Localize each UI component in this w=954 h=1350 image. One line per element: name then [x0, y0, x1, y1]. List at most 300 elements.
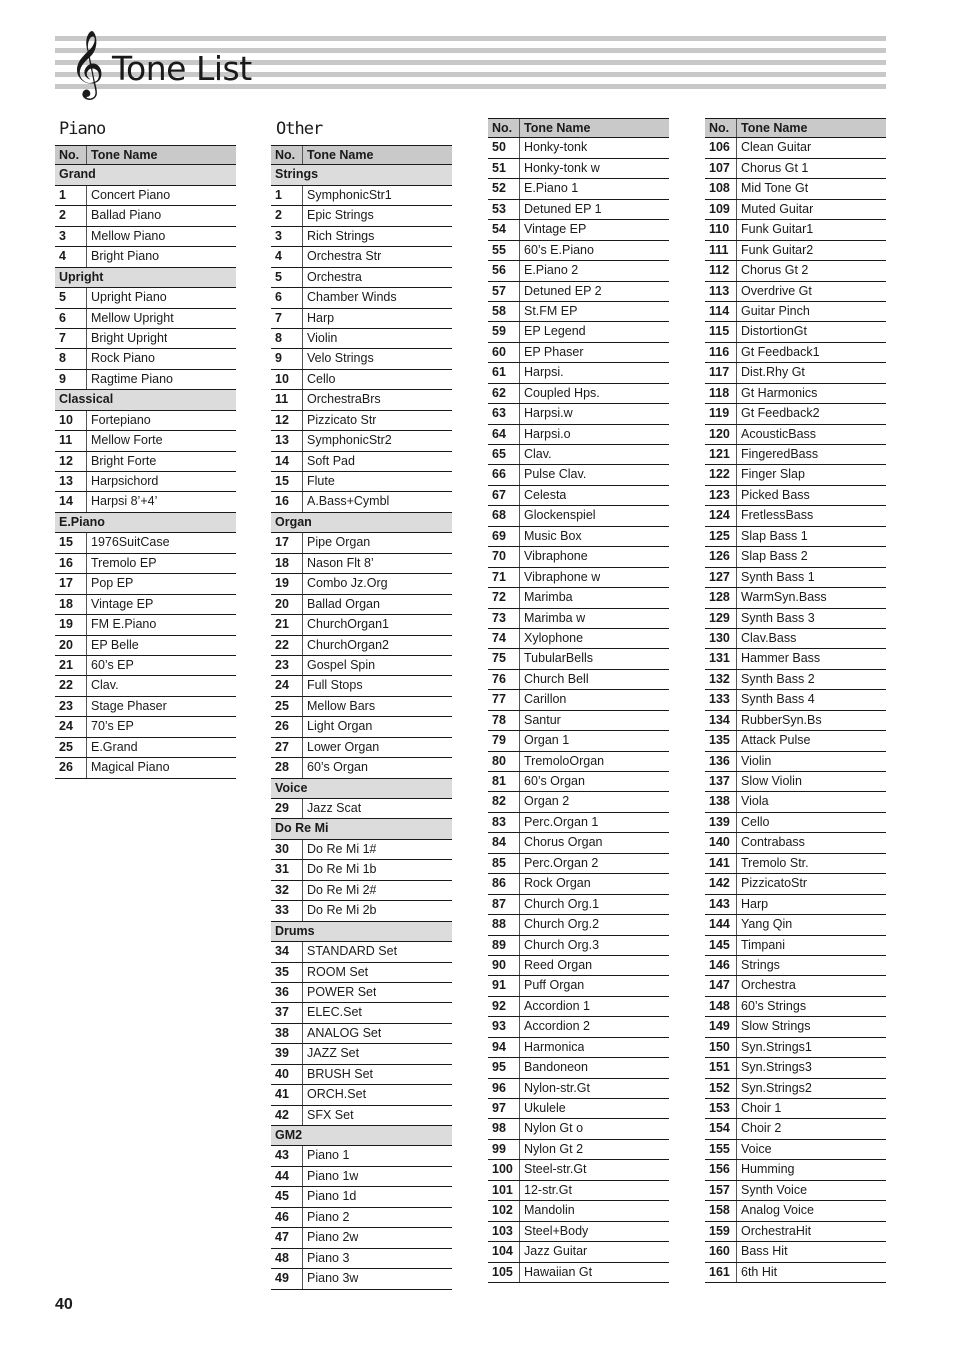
tone-number: 74: [488, 629, 520, 648]
tone-number: 85: [488, 854, 520, 873]
tone-name: Bass Hit: [741, 1244, 788, 1259]
tone-number: 109: [705, 200, 737, 219]
tone-name: Steel+Body: [524, 1223, 589, 1238]
tone-number: 3: [55, 227, 87, 246]
tone-name: Soft Pad: [307, 453, 355, 468]
table-row: [488, 1079, 669, 1099]
tone-name: Slow Violin: [741, 774, 802, 788]
tone-name: Coupled Hps.: [524, 385, 600, 400]
table-row: [705, 302, 886, 322]
tone-number: 134: [705, 711, 737, 730]
tone-number: 15: [55, 533, 87, 552]
tone-number: 41: [271, 1085, 303, 1104]
tone-number: 16: [55, 554, 87, 573]
tone-name: Harpsi.: [524, 365, 564, 380]
tone-name: FM E.Piano: [91, 617, 157, 632]
tone-number: 78: [488, 711, 520, 730]
table-row: [488, 1119, 669, 1139]
tone-number: 89: [488, 936, 520, 955]
tone-number: 1: [271, 186, 303, 205]
tone-number: 57: [488, 282, 520, 301]
table-row: [488, 138, 669, 158]
table-row: [705, 404, 886, 424]
table-row: [705, 159, 886, 179]
tone-number: 150: [705, 1038, 737, 1057]
table-row: [488, 609, 669, 629]
table-row: [271, 431, 452, 451]
table-row: [705, 997, 886, 1017]
table-row: [705, 220, 886, 240]
tone-name: ChurchOrgan2: [307, 637, 389, 652]
table-row: [705, 363, 886, 383]
tone-name: Mid Tone Gt: [741, 181, 809, 196]
tone-name: Clav.: [91, 678, 119, 693]
tone-name: Marimba: [524, 590, 573, 605]
tone-number: 21: [55, 656, 87, 675]
table-row: [488, 1263, 669, 1283]
tone-name: Marimba w: [524, 610, 586, 625]
tone-name: Vibraphone w: [524, 569, 601, 584]
tone-name: Harpsi.w: [524, 406, 573, 421]
table-row: [55, 533, 236, 553]
table-row: [705, 138, 886, 158]
tone-number: 28: [271, 758, 303, 777]
header-no: No.: [488, 119, 520, 137]
tone-name: Vibraphone: [524, 549, 588, 564]
tone-number: 151: [705, 1058, 737, 1077]
tone-number: 138: [705, 792, 737, 811]
tone-name: Organ 2: [524, 794, 570, 809]
table-row: [55, 288, 236, 308]
tone-name: Combo Jz.Org: [307, 576, 388, 591]
table-row: [271, 942, 452, 962]
tone-name: Rock Organ: [524, 876, 591, 891]
table-row: [705, 200, 886, 220]
group-label: Grand: [59, 167, 96, 182]
tone-number: 64: [488, 425, 520, 444]
tone-name: Bandoneon: [524, 1060, 588, 1075]
tone-number: 118: [705, 384, 737, 403]
tone-name: 12-str.Gt: [524, 1182, 572, 1197]
tone-number: 23: [55, 697, 87, 716]
tone-name: Do Re Mi 1b: [307, 862, 377, 877]
table-row: [271, 901, 452, 921]
group-header-row: [271, 165, 452, 185]
table-row: [55, 656, 236, 676]
table-row: [271, 636, 452, 656]
tone-number: 29: [271, 799, 303, 818]
tone-number: 121: [705, 445, 737, 464]
tone-number: 33: [271, 901, 303, 920]
tone-number: 116: [705, 343, 737, 362]
table-row: [705, 1099, 886, 1119]
tone-number: 113: [705, 282, 737, 301]
tone-name: EP Legend: [524, 324, 586, 339]
group-header-row: [271, 922, 452, 942]
tone-name: Ballad Piano: [91, 208, 162, 223]
header-no: No.: [271, 146, 303, 164]
table-row: [705, 1160, 886, 1180]
tone-number: 50: [488, 138, 520, 157]
tone-number: 31: [271, 860, 303, 879]
tone-name: Picked Bass: [741, 487, 810, 502]
group-header-row: [55, 390, 236, 410]
tone-number: 3: [271, 227, 303, 246]
table-row: [488, 874, 669, 894]
tone-number: 80: [488, 752, 520, 771]
tone-name: 1976SuitCase: [91, 535, 170, 550]
tone-name: Clav.: [524, 447, 552, 461]
table-row: [488, 1201, 669, 1221]
table-row: [488, 752, 669, 772]
table-row: [55, 615, 236, 635]
tone-number: 129: [705, 609, 737, 628]
tone-number: 52: [488, 179, 520, 198]
table-row: [55, 206, 236, 226]
header-no: No.: [705, 119, 737, 137]
tone-name: Lower Organ: [307, 739, 380, 754]
tone-name: Gospel Spin: [307, 657, 376, 672]
table-row: [488, 547, 669, 567]
tone-number: 140: [705, 833, 737, 852]
tone-number: 104: [488, 1242, 520, 1261]
table-row: [705, 609, 886, 629]
table-row: [705, 179, 886, 199]
tone-name: Flute: [307, 474, 335, 488]
tone-name: Organ 1: [524, 733, 570, 748]
tone-name: OrchestraBrs: [307, 392, 381, 407]
table-row: [271, 656, 452, 676]
table-row: [271, 492, 452, 512]
page-title: Tone List: [112, 49, 252, 88]
table-row: [271, 738, 452, 758]
tone-name: Perc.Organ 2: [524, 855, 599, 870]
table-row: [55, 738, 236, 758]
tone-number: 86: [488, 874, 520, 893]
group-label: Upright: [59, 269, 104, 284]
table-row: [488, 895, 669, 915]
tone-number: 135: [705, 731, 737, 750]
table-header-row: [55, 145, 236, 165]
table-row: [488, 486, 669, 506]
tone-name: Slap Bass 1: [741, 528, 808, 543]
tone-number: 127: [705, 568, 737, 587]
tone-name: E.Piano 1: [524, 181, 579, 196]
table-row: [705, 1263, 886, 1283]
group-label: Voice: [275, 780, 308, 795]
tone-number: 143: [705, 895, 737, 914]
tone-number: 38: [271, 1024, 303, 1043]
table-row: [488, 241, 669, 261]
tone-number: 46: [271, 1208, 303, 1227]
group-header-row: [271, 513, 452, 533]
table-row: [271, 206, 452, 226]
table-row: [705, 874, 886, 894]
tone-name: Violin: [741, 753, 772, 768]
tone-number: 110: [705, 220, 737, 239]
group-header-row: [271, 819, 452, 839]
table-row: [488, 833, 669, 853]
group-header-row: [55, 268, 236, 288]
table-row: [705, 772, 886, 792]
tone-name: Reed Organ: [524, 957, 593, 972]
tone-number: 154: [705, 1119, 737, 1138]
tone-name: Harpsi.o: [524, 426, 571, 441]
tone-number: 9: [271, 349, 303, 368]
tone-name: EP Phaser: [524, 344, 584, 359]
tone-number: 12: [55, 452, 87, 471]
tone-name: Clean Guitar: [741, 140, 812, 155]
table-row: [55, 595, 236, 615]
tone-number: 17: [271, 533, 303, 552]
tone-number: 45: [271, 1187, 303, 1206]
tone-name: Honky-tonk: [524, 140, 588, 155]
tone-number: 13: [55, 472, 87, 491]
table-row: [488, 1160, 669, 1180]
tone-number: 61: [488, 363, 520, 382]
table-row: [271, 595, 452, 615]
tone-number: 91: [488, 976, 520, 995]
table-row: [705, 241, 886, 261]
tone-name: Cello: [741, 814, 770, 829]
tone-number: 131: [705, 649, 737, 668]
tone-name: 60’s Organ: [524, 774, 585, 788]
tone-name: Mandolin: [524, 1203, 575, 1218]
tone-number: 117: [705, 363, 737, 382]
tone-number: 40: [271, 1065, 303, 1084]
tone-number: 10: [271, 370, 303, 389]
group-header-row: [271, 779, 452, 799]
tone-number: 24: [271, 676, 303, 695]
tone-name: Gt Feedback1: [741, 344, 820, 359]
tone-name: Synth Voice: [741, 1182, 808, 1197]
table-row: [488, 465, 669, 485]
table-row: [488, 731, 669, 751]
tone-number: 137: [705, 772, 737, 791]
tone-number: 26: [55, 758, 87, 777]
tone-name: Nylon-str.Gt: [524, 1080, 590, 1095]
tone-number: 147: [705, 976, 737, 995]
tone-name: Hammer Bass: [741, 651, 821, 666]
table-row: [55, 349, 236, 369]
table-row: [271, 1085, 452, 1105]
tone-name: Velo Strings: [307, 351, 374, 366]
table-row: [705, 1201, 886, 1221]
table-row: [488, 322, 669, 342]
tone-name: Muted Guitar: [741, 201, 814, 216]
tone-name: Syn.Strings2: [741, 1080, 812, 1095]
table-row: [488, 956, 669, 976]
tone-number: 159: [705, 1222, 737, 1241]
table-row: [705, 1079, 886, 1099]
table-row: [705, 547, 886, 567]
tone-name: Synth Bass 2: [741, 671, 815, 686]
tone-number: 130: [705, 629, 737, 648]
table-row: [55, 227, 236, 247]
table-row: [271, 390, 452, 410]
table-row: [705, 1140, 886, 1160]
tone-name: Syn.Strings3: [741, 1060, 812, 1075]
tone-name: Finger Slap: [741, 467, 805, 482]
tone-number: 56: [488, 261, 520, 280]
table-row: [488, 813, 669, 833]
table-row: [705, 792, 886, 812]
table-row: [705, 833, 886, 853]
tone-name: Funk Guitar2: [741, 242, 814, 257]
tone-number: 21: [271, 615, 303, 634]
tone-number: 120: [705, 425, 737, 444]
tone-name: Piano 2: [307, 1209, 350, 1224]
tone-number: 105: [488, 1263, 520, 1282]
tone-name: JAZZ Set: [307, 1046, 360, 1061]
tone-number: 73: [488, 609, 520, 628]
tone-name: ORCH.Set: [307, 1087, 367, 1102]
tone-number: 7: [55, 329, 87, 348]
tone-name: SymphonicStr1: [307, 187, 392, 202]
tone-number: 81: [488, 772, 520, 791]
tone-name: STANDARD Set: [307, 944, 398, 959]
tone-name: Do Re Mi 2#: [307, 882, 377, 897]
tone-number: 148: [705, 997, 737, 1016]
tone-number: 12: [271, 411, 303, 430]
table-row: [271, 1003, 452, 1023]
table-row: [55, 636, 236, 656]
tone-number: 93: [488, 1017, 520, 1036]
tone-number: 11: [55, 431, 87, 450]
tone-name: St.FM EP: [524, 303, 578, 318]
tone-name: Synth Bass 1: [741, 569, 815, 584]
tone-name: Chorus Gt 1: [741, 160, 809, 175]
table-row: [488, 1058, 669, 1078]
table-row: [271, 1065, 452, 1085]
tone-number: 70: [488, 547, 520, 566]
tone-name: Detuned EP 1: [524, 201, 602, 216]
tone-number: 35: [271, 963, 303, 982]
table-row: [271, 574, 452, 594]
table-row: [271, 309, 452, 329]
table-row: [271, 247, 452, 267]
tone-name: Stage Phaser: [91, 698, 167, 713]
tone-number: 66: [488, 465, 520, 484]
table-row: [488, 1017, 669, 1037]
table-row: [488, 506, 669, 526]
tone-name: 60’s E.Piano: [524, 242, 594, 257]
table-row: [55, 676, 236, 696]
tone-number: 26: [271, 717, 303, 736]
treble-clef-icon: 𝄞: [70, 29, 105, 97]
tone-name: Timpani: [741, 937, 785, 952]
tone-name: Syn.Strings1: [741, 1039, 812, 1054]
table-row: [488, 384, 669, 404]
table-row: [488, 1181, 669, 1201]
tone-name: ChurchOrgan1: [307, 617, 389, 632]
tone-number: 101: [488, 1181, 520, 1200]
tone-name: Funk Guitar1: [741, 222, 814, 237]
tone-name: Slap Bass 2: [741, 549, 808, 564]
tone-number: 17: [55, 574, 87, 593]
tone-name: Hawaiian Gt: [524, 1264, 593, 1279]
tone-name: Strings: [741, 957, 780, 972]
tone-name: Chorus Gt 2: [741, 263, 809, 278]
tone-name: Voice: [741, 1141, 772, 1156]
tone-number: 128: [705, 588, 737, 607]
tone-name: Orchestra: [741, 978, 796, 993]
table-row: [488, 302, 669, 322]
tone-name: Gt Feedback2: [741, 406, 820, 421]
table-row: [488, 649, 669, 669]
table-row: [488, 1099, 669, 1119]
tone-name: Vintage EP: [91, 596, 154, 611]
tone-name: Orchestra Str: [307, 249, 382, 264]
table-row: [271, 717, 452, 737]
tone-number: 58: [488, 302, 520, 321]
tone-name: Accordion 1: [524, 998, 591, 1013]
tone-number: 4: [271, 247, 303, 266]
tone-name: Rock Piano: [91, 351, 155, 366]
section-title-piano: Piano: [59, 119, 106, 139]
tone-name: 60’s Organ: [307, 760, 368, 775]
table-row: [271, 1249, 452, 1269]
tone-number: 54: [488, 220, 520, 239]
table-row: [705, 384, 886, 404]
tone-name: AcousticBass: [741, 426, 817, 441]
table-row: [271, 472, 452, 492]
tone-number: 119: [705, 404, 737, 423]
table-row: [271, 227, 452, 247]
section-title-other: Other: [276, 119, 323, 139]
tone-number: 139: [705, 813, 737, 832]
tone-name: Choir 1: [741, 1101, 782, 1115]
tone-number: 115: [705, 322, 737, 341]
tone-name: TubularBells: [524, 651, 594, 666]
table-row: [55, 431, 236, 451]
tone-name: Celesta: [524, 487, 567, 502]
tone-name: Harmonica: [524, 1039, 585, 1054]
table-row: [488, 261, 669, 281]
tone-name: Do Re Mi 2b: [307, 903, 377, 918]
header-tone-name: Tone Name: [524, 121, 591, 135]
tone-name: Gt Harmonics: [741, 385, 818, 400]
tone-number: 112: [705, 261, 737, 280]
table-row: [488, 690, 669, 710]
tone-name: Concert Piano: [91, 187, 171, 202]
tone-name: Piano 1d: [307, 1189, 357, 1204]
tone-name: Tremolo Str.: [741, 855, 809, 870]
tone-number: 25: [55, 738, 87, 757]
tone-number: 102: [488, 1201, 520, 1220]
tone-number: 79: [488, 731, 520, 750]
table-row: [271, 615, 452, 635]
table-row: [55, 186, 236, 206]
tone-number: 75: [488, 649, 520, 668]
tone-number: 72: [488, 588, 520, 607]
table-row: [55, 411, 236, 431]
table-row: [271, 1269, 452, 1289]
tone-name: Light Organ: [307, 719, 373, 734]
tone-name: Tremolo EP: [91, 555, 157, 570]
tone-number: 8: [271, 329, 303, 348]
table-row: [271, 329, 452, 349]
tone-number: 55: [488, 241, 520, 260]
table-row: [271, 1208, 452, 1228]
header-tone-name: Tone Name: [741, 121, 808, 135]
tone-name: Piano 1: [307, 1148, 350, 1163]
table-row: [271, 840, 452, 860]
table-row: [488, 159, 669, 179]
tone-name: POWER Set: [307, 984, 377, 999]
table-row: [488, 425, 669, 445]
tone-number: 83: [488, 813, 520, 832]
